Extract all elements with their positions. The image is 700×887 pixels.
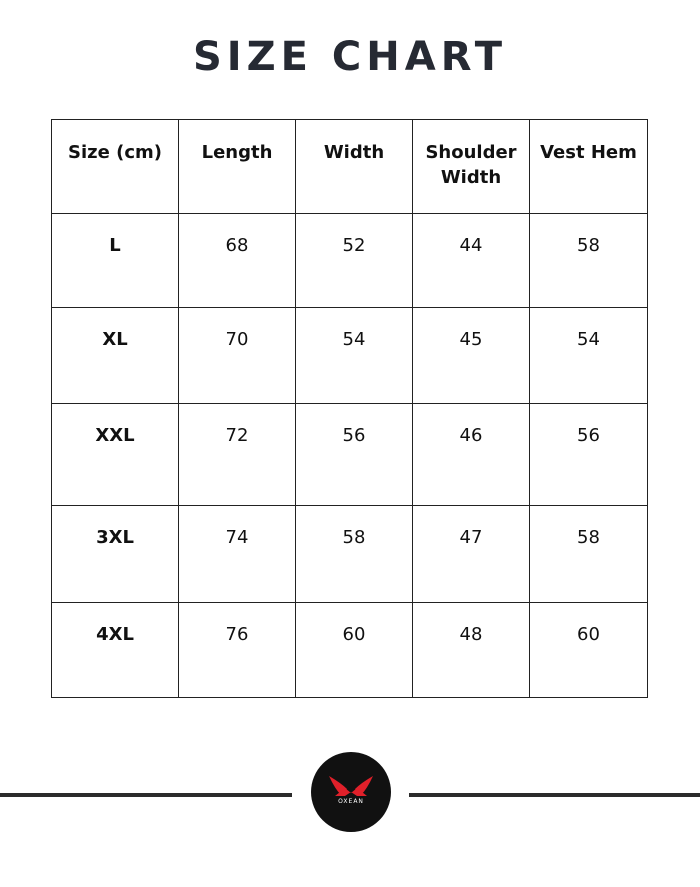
oxean-x-logo-icon [311,752,391,832]
page-title: SIZE CHART [192,34,508,80]
vest-hem-cell: 56 [530,404,648,506]
table-row [52,506,648,603]
logo-wordmark: OXEAN [338,798,364,805]
shoulder-width-cell: 45 [413,308,530,404]
length-cell: 74 [179,506,296,603]
width-cell: 54 [296,308,413,404]
table-row [52,308,648,404]
header-width: Width [296,120,413,214]
size-cell: L [52,214,179,308]
header-vest-hem: Vest Hem [530,120,648,214]
size-cell: 3XL [52,506,179,603]
table-row [52,214,648,308]
table-row [52,603,648,698]
shoulder-width-cell: 47 [413,506,530,603]
length-cell: 68 [179,214,296,308]
width-cell: 52 [296,214,413,308]
vest-hem-cell: 54 [530,308,648,404]
footer-divider-left [0,793,292,797]
size-chart-table [51,119,648,698]
table-header-row [52,120,648,214]
length-cell: 76 [179,603,296,698]
vest-hem-cell: 58 [530,214,648,308]
size-cell: 4XL [52,603,179,698]
shoulder-width-cell: 44 [413,214,530,308]
table-row [52,404,648,506]
brand-logo [311,752,391,832]
header-shoulder-width: Shoulder Width [413,120,530,214]
size-cell: XXL [52,404,179,506]
header-length: Length [179,120,296,214]
width-cell: 58 [296,506,413,603]
shoulder-width-cell: 48 [413,603,530,698]
shoulder-width-cell: 46 [413,404,530,506]
header-size: Size (cm) [52,120,179,214]
footer-divider-right [409,793,700,797]
vest-hem-cell: 58 [530,506,648,603]
length-cell: 70 [179,308,296,404]
size-cell: XL [52,308,179,404]
length-cell: 72 [179,404,296,506]
width-cell: 60 [296,603,413,698]
width-cell: 56 [296,404,413,506]
vest-hem-cell: 60 [530,603,648,698]
